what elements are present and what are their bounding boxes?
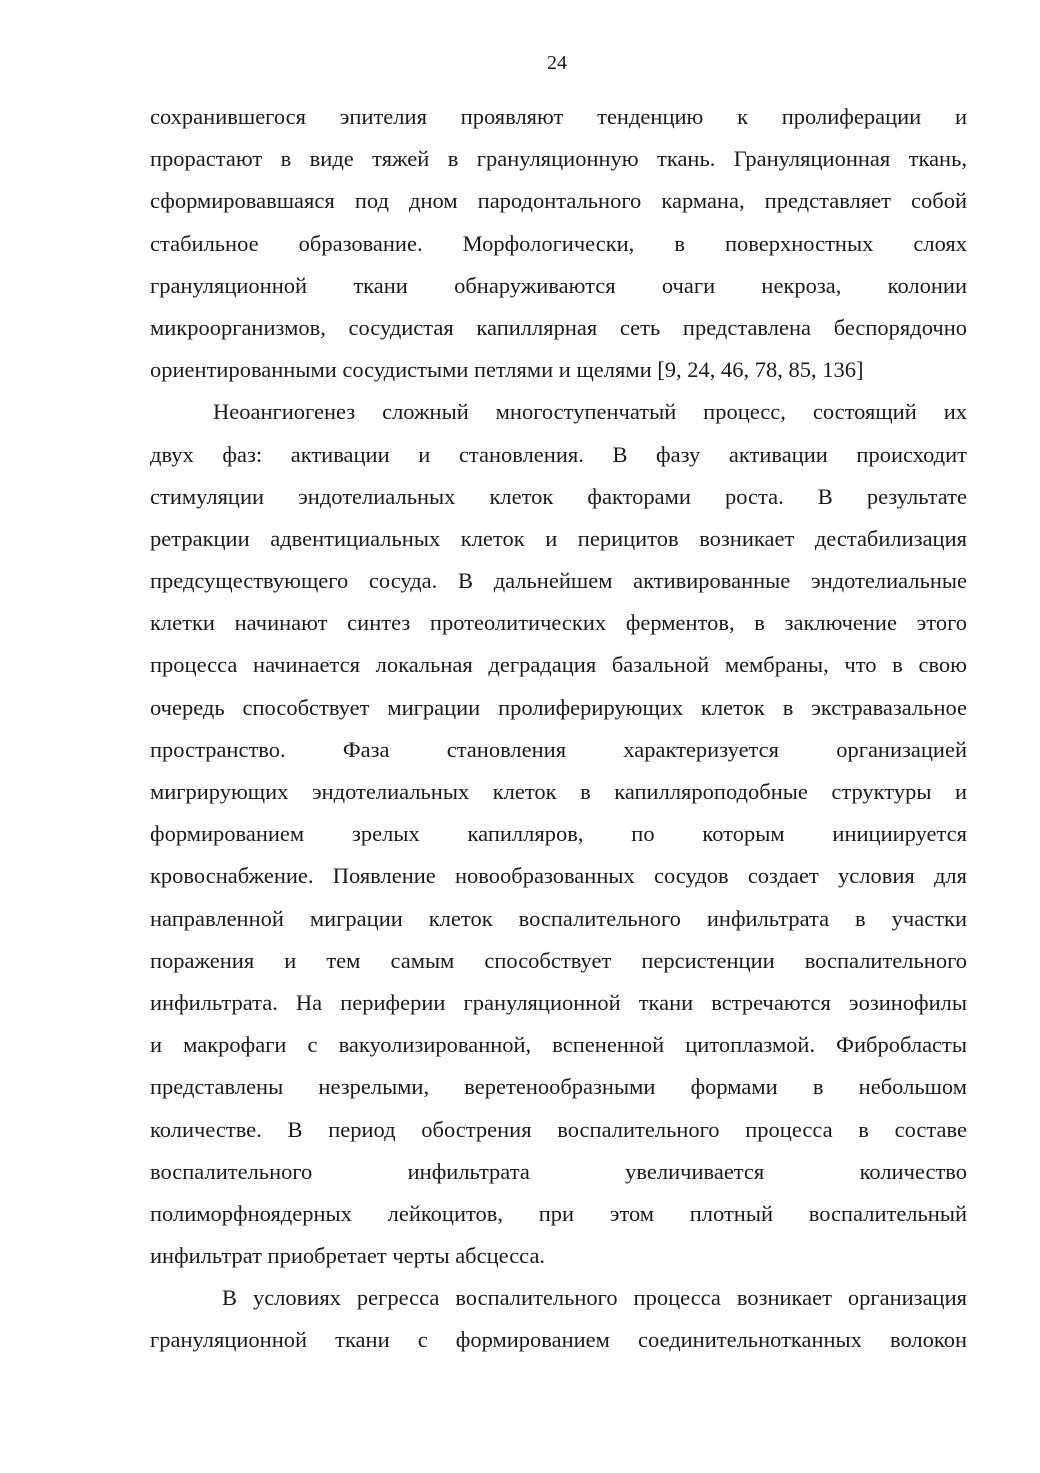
text-line: ретракции адвентициальных клеток и перицитов возникает дестабилизация [150, 525, 967, 551]
text-line: инфильтрата. На периферии грануляционной ткани встречаются эозинофилы [150, 989, 967, 1015]
text-line: клетки начинают синтез протеолитических ферментов, в заключение этого [150, 610, 967, 636]
text-line: очередь способствует миграции пролиферирующих клеток в экстравазальное [150, 694, 967, 720]
text-line: микроорганизмов, сосудистая капиллярная сеть представлена беспорядочно [150, 314, 967, 340]
text-line: стимуляции эндотелиальных клеток факторами роста. В результате [150, 483, 967, 509]
text-line: грануляционной ткани обнаруживаются очаги некроза, колонии [150, 272, 967, 298]
text-line: и макрофаги с вакуолизированной, вспененной цитоплазмой. Фибробласты [150, 1032, 967, 1058]
text-line: воспалительного инфильтрата увеличивается количество [150, 1158, 967, 1184]
text-line: инфильтрат приобретает черты абсцесса. [150, 1243, 546, 1269]
paragraph-3 [150, 1277, 967, 1361]
text-line: пространство. Фаза становления характеризуется организацией [150, 736, 967, 762]
text-line: сохранившегося эпителия проявляют тенденцию к пролиферации и [150, 104, 967, 129]
text-line: Неоангиогенез сложный многоступенчатый процесс, состоящий их [213, 399, 967, 425]
text-line: двух фаз: активации и становления. В фазу активации происходит [150, 441, 967, 467]
page-number: 24 [547, 52, 567, 74]
text-line: сформировавшаяся под дном пародонтального кармана, представляет собой [150, 188, 967, 214]
text-line: направленной миграции клеток воспалительного инфильтрата в участки [150, 905, 967, 931]
text-line: кровоснабжение. Появление новообразованных сосудов создает условия для [150, 863, 967, 889]
text-line: процесса начинается локальная деградация базальной мембраны, что в свою [150, 652, 967, 678]
text-line: В условиях регресса воспалительного процесса возникает организация [222, 1285, 967, 1311]
text-line: поражения и тем самым способствует персистенции воспалительного [150, 947, 967, 973]
text-line: полиморфноядерных лейкоцитов, при этом плотный воспалительный [150, 1200, 967, 1226]
body-text [150, 96, 967, 1362]
text-line: формированием зрелых капилляров, по которым инициируется [150, 821, 967, 847]
text-line: представлены незрелыми, веретенообразными формами в небольшом [150, 1074, 967, 1100]
text-line: грануляционной ткани с формированием соединительнотканных волокон [150, 1327, 967, 1353]
text-line: мигрирующих эндотелиальных клеток в капилляроподобные структуры и [150, 779, 967, 804]
text-line: стабильное образование. Морфологически, в поверхностных слоях [150, 230, 967, 256]
text-line: прорастают в виде тяжей в грануляционную ткань. Грануляционная ткань, [150, 146, 967, 172]
text-line: ориентированными сосудистыми петлями и щелями [9, 24, 46, 78, 85, 136] [150, 357, 864, 383]
text-line: количестве. В период обострения воспалительного процесса в составе [150, 1116, 967, 1142]
paragraph-2 [150, 391, 967, 1277]
text-line: предсуществующего сосуда. В дальнейшем активированные эндотелиальные [150, 568, 967, 594]
paragraph-1 [150, 96, 967, 391]
